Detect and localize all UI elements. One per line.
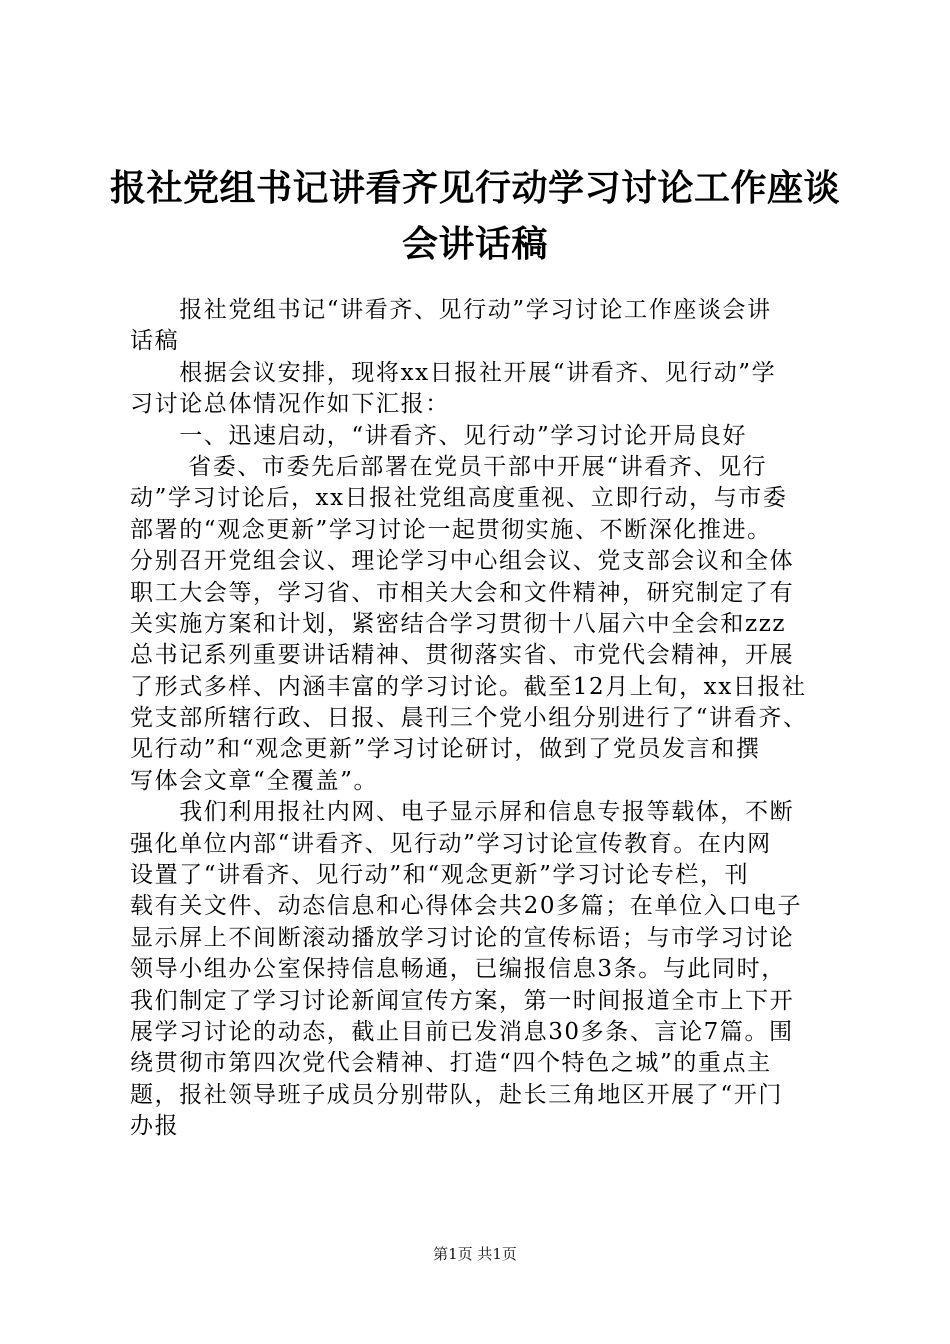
body-text-line: 党支部所辖行政、日报、晨刊三个党小组分别进行了“讲看齐、 xyxy=(130,705,808,732)
body-text-line: 我们利用报社内网、电子显示屏和信息专报等载体，不断 xyxy=(130,799,795,826)
body-text-line: 部署的“观念更新”学习讨论一起贯彻实施、不断深化推进。 xyxy=(130,516,772,543)
body-text-line: 写体会文章“全覆盖”。 xyxy=(130,767,379,794)
body-text-line: 见行动”和“观念更新”学习讨论研讨，做到了党员发言和撰 xyxy=(130,736,761,763)
body-text-line: 设置了“讲看齐、见行动”和“观念更新”学习讨论专栏，刊 xyxy=(130,862,750,889)
document-body xyxy=(130,295,830,1143)
body-text-line: 总书记系列重要讲话精神、贯彻落实省、市党代会精神，开展 xyxy=(130,642,795,669)
body-text-line: 关实施方案和计划，紧密结合学习贯彻十八届六中全会和zzz xyxy=(130,610,787,637)
body-text-line: 一、迅速启动，“讲看齐、见行动”学习讨论开局良好 xyxy=(130,422,748,449)
body-text-line: 省委、市委先后部署在党员干部中开展“讲看齐、见行 xyxy=(130,453,768,480)
body-text-line: 话稿 xyxy=(130,328,180,355)
body-text-line: 绕贯彻市第四次党代会精神、打造“四个特色之城”的重点主 xyxy=(130,1050,772,1077)
title-line: 会讲话稿 xyxy=(401,223,548,265)
body-text-line: 了形式多样、内涵丰富的学习讨论。截至12月上旬，xx日报社 xyxy=(130,673,807,700)
body-text-line: 展学习讨论的动态，截止目前已发消息30多条、言论7篇。围 xyxy=(130,1018,794,1045)
body-text-line: 显示屏上不间断滚动播放学习讨论的宣传标语；与市学习讨论 xyxy=(130,924,795,951)
body-text-line: 载有关文件、动态信息和心得体会共20多篇；在单位入口电子 xyxy=(130,893,803,920)
body-text-line: 我们制定了学习讨论新闻宣传方案，第一时间报道全市上下开 xyxy=(130,987,795,1014)
page-footer: 第1页 共1页 xyxy=(433,1245,517,1263)
body-text-line: 办报 xyxy=(130,1113,180,1140)
body-text-line: 根据会议安排，现将xx日报社开展“讲看齐、见行动”学 xyxy=(130,359,777,386)
body-text-line: 职工大会等，学习省、市相关大会和文件精神，研究制定了有 xyxy=(130,579,795,606)
body-text-line: 习讨论总体情况作如下汇报： xyxy=(130,391,450,418)
body-text-line: 强化单位内部“讲看齐、见行动”学习讨论宣传教育。在内网 xyxy=(130,830,772,857)
body-text-line: 分别召开党组会议、理论学习中心组会议、党支部会议和全体 xyxy=(130,548,795,575)
document-title xyxy=(110,160,840,272)
body-text-line: 动”学习讨论后，xx日报社党组高度重视、立即行动，与市委 xyxy=(130,485,788,512)
title-line: 报社党组书记讲看齐见行动学习讨论工作座谈 xyxy=(110,167,841,209)
body-text-line: 报社党组书记“讲看齐、见行动”学习讨论工作座谈会讲 xyxy=(130,297,772,323)
body-text-line: 领导小组办公室保持信息畅通，已编报信息3条。与此同时， xyxy=(130,956,786,983)
body-text-line: 题，报社领导班子成员分别带队，赴长三角地区开展了“开门 xyxy=(130,1081,783,1108)
